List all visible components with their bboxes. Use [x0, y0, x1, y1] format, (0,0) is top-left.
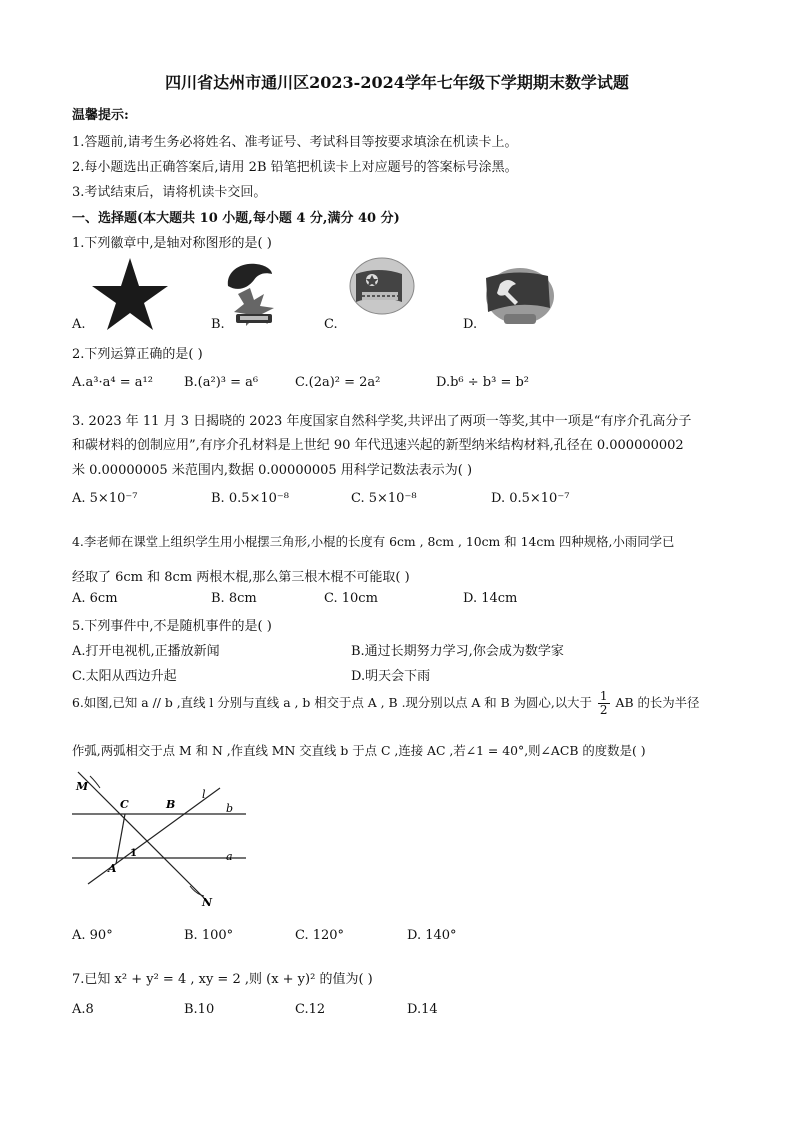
q2-option-a: A.a³·a⁴ = a¹²	[72, 375, 153, 390]
badge-party-flag-image	[482, 262, 556, 328]
label-l: l	[202, 788, 206, 801]
q4-line-1: 4.李老师在课堂上组织学生用小棍摆三角形,小棍的长度有 6cm , 8cm , 10cm 和 14cm 四种规格,小雨同学已	[72, 534, 675, 549]
q5-option-b: B.通过长期努力学习,你会成为数学家	[351, 644, 564, 659]
q5-option-d: D.明天会下雨	[351, 669, 431, 684]
label-a-point: A	[108, 862, 117, 875]
q6-geometry-figure	[70, 770, 250, 910]
section-heading: 一、选择题(本大题共 10 小题,每小题 4 分,满分 40 分)	[72, 211, 400, 226]
q6-line-2: 作弧,两弧相交于点 M 和 N ,作直线 MN 交直线 b 于点 C ,连接 AC ,若∠1 = 40°,则∠ACB 的度数是( )	[72, 743, 646, 758]
q3-option-a: A. 5×10⁻⁷	[72, 491, 138, 506]
tip-2: 2.每小题选出正确答案后,请用 2B 铅笔把机读卡上对应题号的答案标号涂黑。	[72, 160, 518, 175]
q4-option-c: C. 10cm	[324, 591, 378, 606]
q4-option-b: B. 8cm	[211, 591, 257, 606]
segment-ac	[116, 814, 125, 864]
label-b-line: b	[226, 802, 234, 815]
q2-option-b: B.(a²)³ = a⁶	[184, 375, 259, 390]
q3-option-c: C. 5×10⁻⁸	[351, 491, 417, 506]
q7-option-c: C.12	[295, 1002, 326, 1017]
q6-line-1-text: 6.如图,已知 a // b ,直线 l 分别与直线 a , b 相交于点 A , B .现分别以点 A 和 B 为圆心,以大于	[72, 695, 592, 710]
page-title: 四川省达州市通川区2023-2024学年七年级下学期期末数学试题	[165, 73, 629, 92]
q6-fraction	[598, 690, 610, 717]
q7-option-d: D.14	[407, 1002, 438, 1017]
badge-flame-image	[220, 258, 290, 330]
q6-fraction-numerator: 1	[599, 689, 608, 703]
q2-stem: 2.下列运算正确的是( )	[72, 347, 203, 362]
badge-star-image	[88, 256, 172, 330]
q3-line-2: 和碳材料的创制应用”,有序介孔材料是上世纪 90 年代迅速兴起的新型纳米结构材料,孔径在 0.000000002	[72, 438, 684, 453]
label-n: N	[202, 896, 213, 909]
q4-option-a: A. 6cm	[72, 591, 118, 606]
q6-option-a: A. 90°	[72, 928, 113, 943]
q7-option-b: B.10	[184, 1002, 215, 1017]
q5-option-a: A.打开电视机,正播放新闻	[72, 644, 220, 659]
q1-stem: 1.下列徽章中,是轴对称图形的是( )	[72, 236, 272, 251]
q7-stem: 7.已知 x² + y² = 4 , xy = 2 ,则 (x + y)² 的值为( )	[72, 972, 373, 987]
q6-line-1-tail: AB 的长为半径	[615, 695, 700, 710]
q1-option-b: B.	[211, 317, 225, 332]
label-angle-1: 1	[130, 848, 137, 859]
q1-option-a: A.	[72, 317, 86, 332]
q3-option-d: D. 0.5×10⁻⁷	[491, 491, 570, 506]
q1-option-c: C.	[324, 317, 338, 332]
label-a-line: a	[226, 850, 233, 863]
q5-option-c: C.太阳从西边升起	[72, 669, 177, 684]
q3-line-3: 米 0.00000005 米范围内,数据 0.00000005 用科学记数法表示为( )	[72, 463, 473, 478]
tip-1: 1.答题前,请考生务必将姓名、准考证号、考试科目等按要求填涂在机读卡上。	[72, 135, 518, 150]
label-c: C	[120, 798, 129, 811]
q4-line-2: 经取了 6cm 和 8cm 两根木棍,那么第三根木棍不可能取( )	[72, 570, 410, 585]
q5-stem: 5.下列事件中,不是随机事件的是( )	[72, 619, 272, 634]
q6-option-d: D. 140°	[407, 928, 457, 943]
q3-line-1: 3. 2023 年 11 月 3 日揭晓的 2023 年度国家自然科学奖,共评出了两项一等奖,其中一项是“有序介孔高分子	[72, 414, 692, 429]
line-mn	[78, 772, 206, 900]
q6-option-c: C. 120°	[295, 928, 345, 943]
label-b-point: B	[166, 798, 176, 811]
badge-flag-circle-image	[348, 256, 416, 316]
tip-3: 3.考试结束后，请将机读卡交回。	[72, 185, 267, 200]
q6-fraction-denominator: 2	[599, 703, 608, 717]
q1-option-d: D.	[463, 317, 478, 332]
q2-option-d: D.b⁶ ÷ b³ = b²	[436, 375, 530, 390]
tips-heading: 温馨提示:	[72, 108, 129, 123]
q4-option-d: D. 14cm	[463, 591, 518, 606]
q6-line-1	[72, 690, 699, 717]
q6-option-b: B. 100°	[184, 928, 234, 943]
q7-option-a: A.8	[72, 1002, 94, 1017]
q3-option-b: B. 0.5×10⁻⁸	[211, 491, 289, 506]
label-m: M	[76, 780, 89, 793]
q2-option-c: C.(2a)² = 2a²	[295, 375, 381, 390]
